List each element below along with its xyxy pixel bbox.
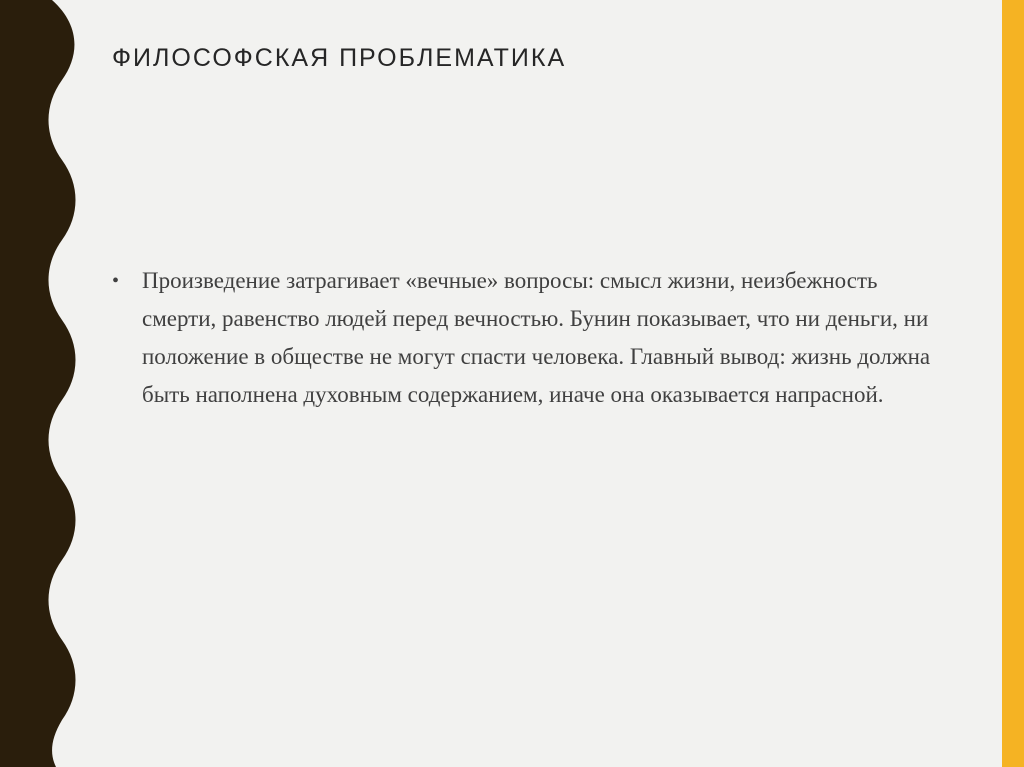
slide-title: ФИЛОСОФСКАЯ ПРОБЛЕМАТИКА xyxy=(112,44,567,72)
bullet-text: Произведение затрагивает «вечные» вопросы: смысл жизни, неизбежность смерти, равенство людей перед вечностью. Бунин показывает, что ни деньги, ни положение в обществе не могут спасти человека. Главный вывод: жизнь должна быть наполнена духовным содержанием, иначе она оказывается напрасной. xyxy=(142,268,931,407)
bullet-list xyxy=(112,262,942,414)
accent-bar xyxy=(1002,0,1024,767)
wave-shape xyxy=(0,0,76,767)
bullet-item xyxy=(112,262,942,414)
wave-decoration xyxy=(0,0,80,767)
bullet-marker: • xyxy=(112,270,120,292)
